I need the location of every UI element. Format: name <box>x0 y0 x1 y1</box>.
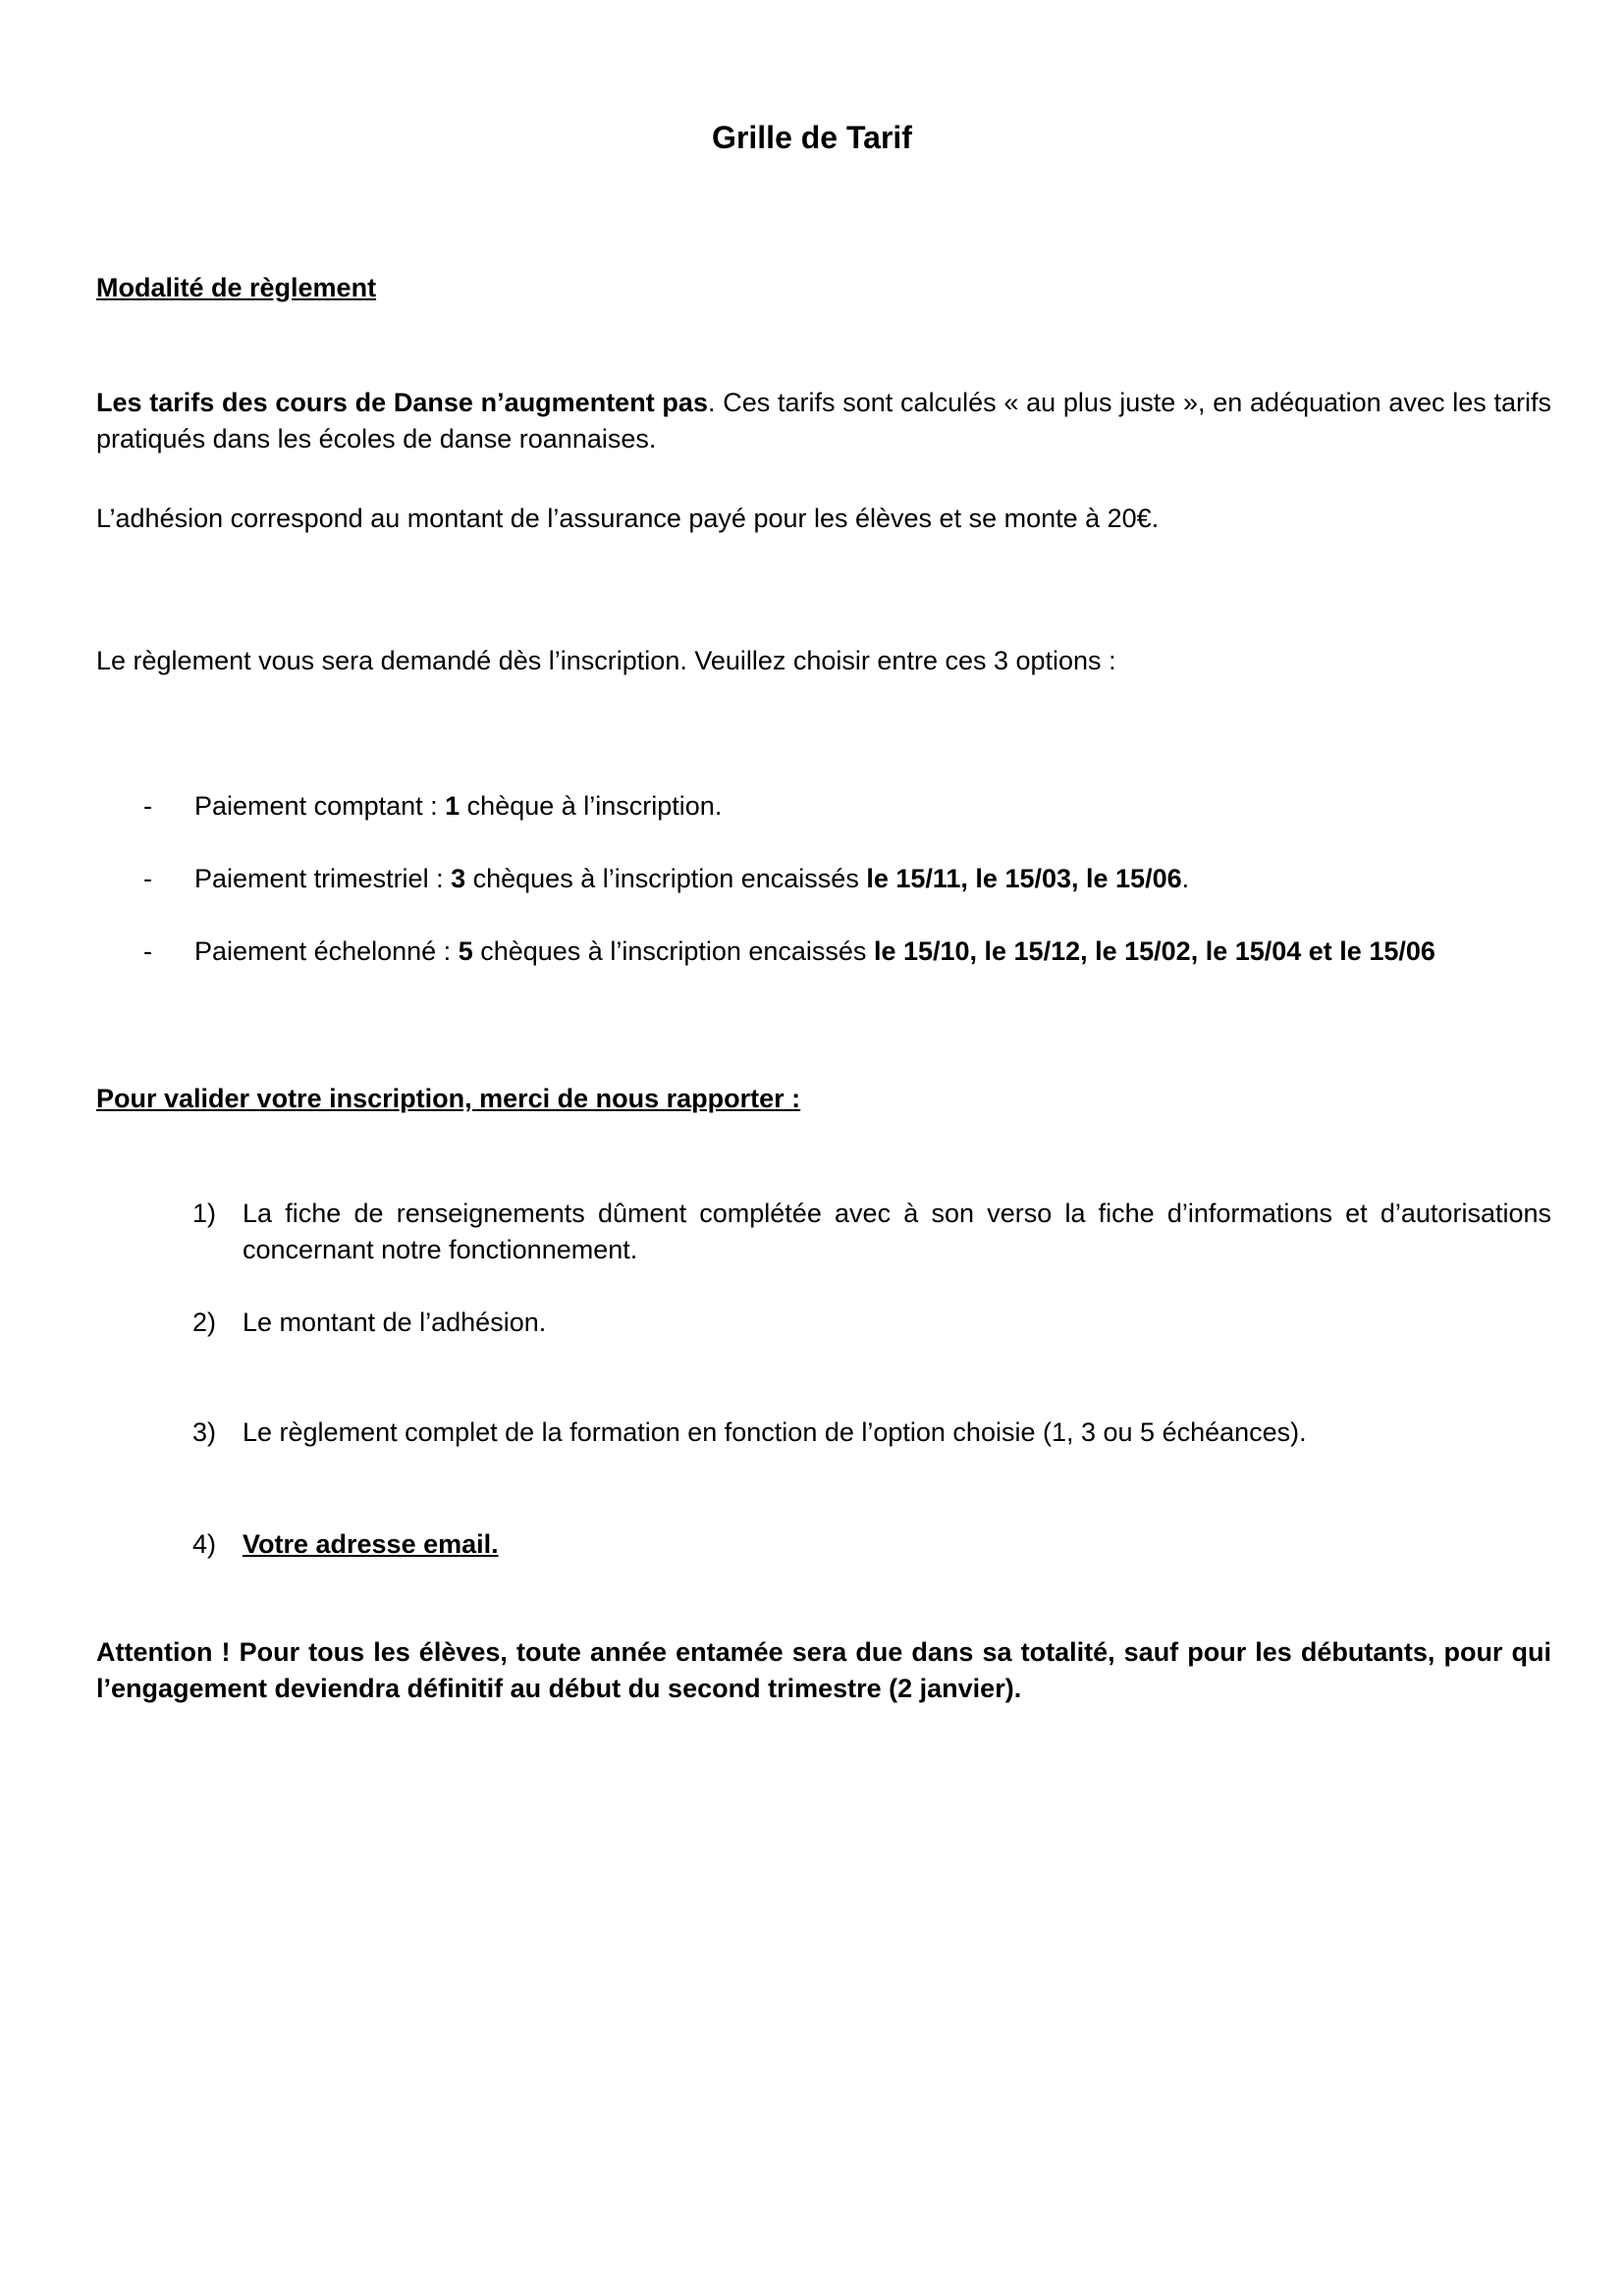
payment-option-prefix: Paiement comptant : <box>194 791 446 821</box>
payment-option-text <box>194 861 1549 897</box>
item-number: 2) <box>192 1308 217 1337</box>
payment-option-count: 5 <box>458 936 473 966</box>
page-title: Grille de Tarif <box>712 120 912 155</box>
bullet-dash: - <box>143 864 152 893</box>
payment-option-text <box>194 788 1549 825</box>
payment-option-count: 1 <box>445 791 460 821</box>
bullet-dash: - <box>143 936 152 966</box>
item-number: 1) <box>192 1199 217 1228</box>
item-text: Le règlement complet de la formation en fonction de l’option choisie (1, 3 ou 5 échéances). <box>243 1417 1307 1447</box>
item-number: 3) <box>192 1417 217 1447</box>
payment-option-text <box>194 934 1549 970</box>
payment-option-suffix: . <box>1181 864 1190 893</box>
paragraph-tariffs <box>96 385 1551 457</box>
payment-option-count: 3 <box>451 864 466 893</box>
payment-option-dates: le 15/11, le 15/03, le 15/06 <box>866 864 1182 893</box>
section-heading-registration: Pour valider votre inscription, merci de nous rapporter : <box>96 1084 801 1113</box>
paragraph-membership: L’adhésion correspond au montant de l’assurance payé pour les élèves et se monte à 20€. <box>96 504 1160 533</box>
item-text: La fiche de renseignements dûment complétée avec à son verso la fiche d’informations et d’autorisations concernant notre fonctionnement. <box>243 1199 1551 1264</box>
section-heading-payment-terms: Modalité de règlement <box>96 273 377 302</box>
payment-option-middle: chèques à l’inscription encaissés <box>465 864 867 893</box>
paragraph-tariffs-rest: . Ces tarifs sont calculés « au plus juste », en adéquation avec les tarifs pratiqués dans les écoles de danse roannaises. <box>96 388 1551 454</box>
payment-option-prefix: Paiement trimestriel : <box>194 864 452 893</box>
item-text-email: Votre adresse email. <box>243 1529 499 1559</box>
item-text: Le montant de l’adhésion. <box>243 1308 547 1337</box>
bullet-dash: - <box>143 791 152 821</box>
paragraph-tariffs-bold: Les tarifs des cours de Danse n’augmentent pas <box>96 388 708 417</box>
paragraph-payment-options-intro: Le règlement vous sera demandé dès l’inscription. Veuillez choisir entre ces 3 options : <box>96 646 1116 675</box>
payment-option-middle: chèques à l’inscription encaissés <box>472 936 874 966</box>
item-number: 4) <box>192 1529 217 1559</box>
payment-option-prefix: Paiement échelonné : <box>194 936 459 966</box>
payment-option-dates: le 15/10, le 15/12, le 15/02, le 15/04 et le 15/06 <box>873 936 1435 966</box>
warning-paragraph: Attention ! Pour tous les élèves, toute année entamée sera due dans sa totalité, sauf pour les débutants, pour qui l’engagement deviendra définitif au début du second trimestre (2 janvier). <box>96 1637 1551 1703</box>
payment-option-middle: chèque à l’inscription. <box>460 791 723 821</box>
